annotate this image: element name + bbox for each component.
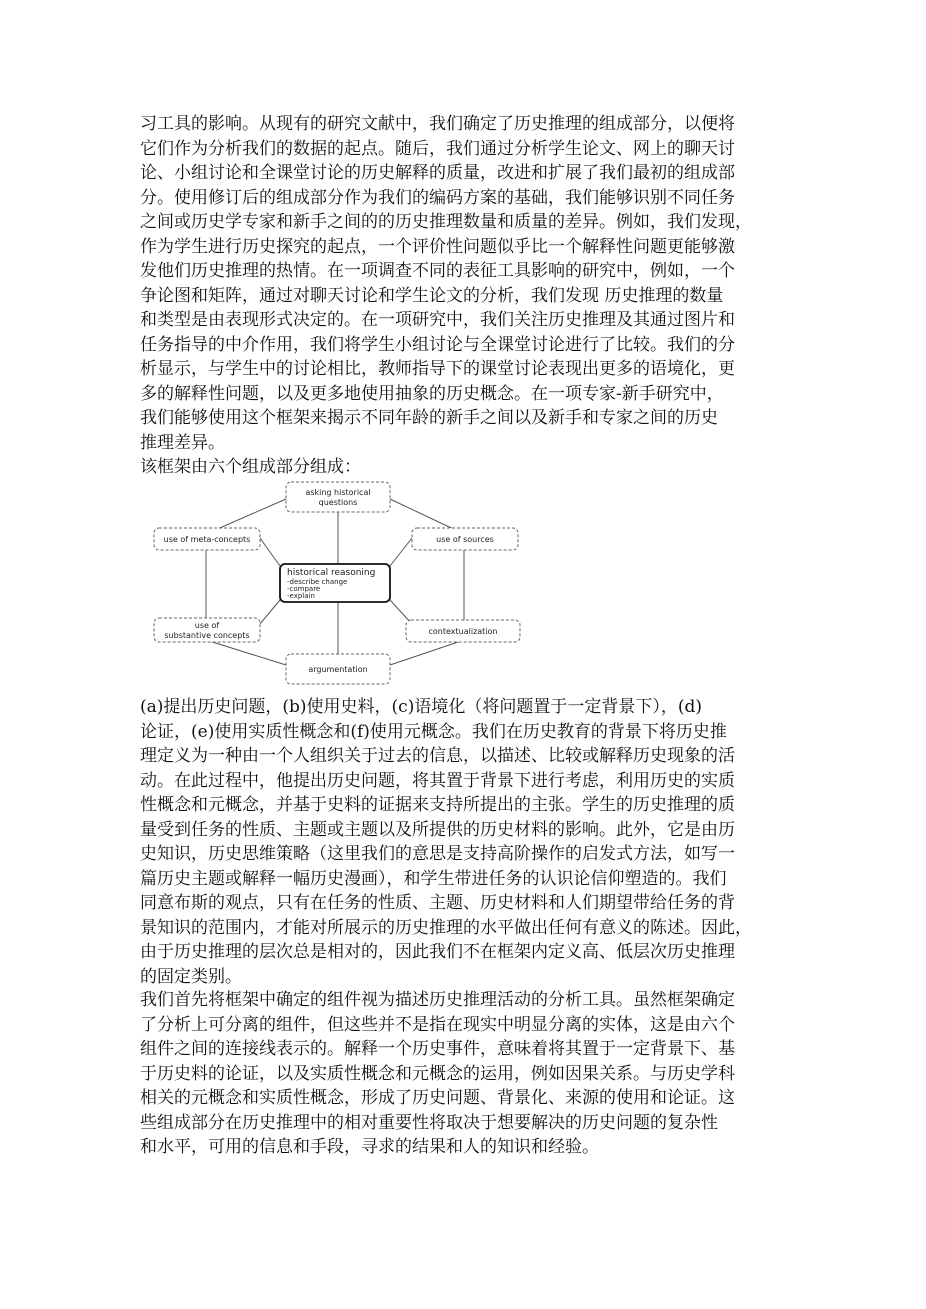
node-sources <box>412 528 518 550</box>
text-line: 景知识的范围内，才能对所展示的历史推理的水平做出任何有意义的陈述。因此， <box>140 917 752 938</box>
text-line: 于历史料的论证，以及实质性概念和元概念的运用，例如因果关系。与历史学科 <box>140 1063 735 1084</box>
node-label: use of meta-concepts <box>163 535 251 544</box>
node-label: asking historical <box>305 488 371 497</box>
text-line: 由于历史推理的层次总是相对的，因此我们不在框架内定义高、低层次历史推理 <box>140 942 735 962</box>
text-line: 的固定类别。 <box>140 966 242 987</box>
text-line: 理定义为一种由一个人组织关于过去的信息，以描述、比较或解释历史现象的活 <box>140 746 735 766</box>
center-title: historical reasoning <box>287 568 376 578</box>
node-contextualization <box>406 620 520 642</box>
text-line: 相关的元概念和实质性概念，形成了历史问题、背景化、来源的使用和论证。这 <box>140 1088 735 1108</box>
paragraph-definition <box>140 695 790 989</box>
node-asking-questions <box>286 482 390 512</box>
text-line: 发他们历史推理的热情。在一项调查不同的表征工具影响的研究中，例如，一个 <box>140 261 735 281</box>
text-line: 和类型是由表现形式决定的。在一项研究中，我们关注历史推理及其通过图片和 <box>140 310 735 330</box>
text-line: 之间或历史学专家和新手之间的的历史推理数量和质量的差异。例如，我们发现， <box>140 212 752 232</box>
text-line: 量受到任务的性质、主题或主题以及所提供的历史材料的影响。此外，它是由历 <box>140 819 735 840</box>
node-label: argumentation <box>308 665 368 674</box>
node-meta-concepts <box>154 528 260 550</box>
text-line: 篇历史主题或解释一幅历史漫画），和学生带进任务的认识论信仰塑造的。我们 <box>140 868 727 889</box>
text-line: (a)提出历史问题，(b)使用史料，(c)语境化（将问题置于一定背景下），(d) <box>140 697 702 717</box>
text-line: 争论图和矩阵，通过对聊天讨论和学生论文的分析，我们发现 历史推理的数量 <box>140 285 724 306</box>
node-label: substantive concepts <box>164 631 250 640</box>
text-line: 动。在此过程中，他提出历史问题，将其置于背景下进行考虑，利用历史的实质 <box>140 770 735 791</box>
text-line: 它们作为分析我们的数据的起点。随后，我们通过分析学生论文、网上的聊天讨 <box>140 138 735 159</box>
text-line: 论证，(e)使用实质性概念和(f)使用元概念。我们在历史教育的背景下将历史推 <box>140 721 727 742</box>
text-line: 同意布斯的观点，只有在任务的性质、主题、历史材料和人们期望带给任务的背 <box>140 893 735 913</box>
text-line: 了分析上可分离的组件，但这些并不是指在现实中明显分离的实体，这是由六个 <box>140 1014 735 1035</box>
paragraph-intro <box>140 112 790 455</box>
center-item: -compare <box>287 585 321 593</box>
text-line: 分。使用修订后的组成部分作为我们的编码方案的基础，我们能够识别不同任务 <box>140 187 735 208</box>
node-label: use of <box>194 621 220 630</box>
text-line: 论、小组讨论和全课堂讨论的历史解释的质量，改进和扩展了我们最初的组成部 <box>140 163 735 183</box>
node-label: use of sources <box>436 535 494 544</box>
text-line: 作为学生进行历史探究的起点，一个评价性问题似乎比一个解释性问题更能够激 <box>140 236 735 257</box>
text-line: 和水平，可用的信息和手段，寻求的结果和人的知识和经验。 <box>140 1137 599 1157</box>
node-argumentation <box>286 654 390 684</box>
paragraph-framework-intro <box>140 455 790 480</box>
text-line: 些组成部分在历史推理中的相对重要性将取决于想要解决的历史问题的复杂性 <box>140 1112 718 1133</box>
node-substantive-concepts <box>154 618 260 642</box>
text-line: 我们能够使用这个框架来揭示不同年龄的新手之间以及新手和专家之间的历史 <box>140 408 718 428</box>
paragraph-analysis-tool <box>140 988 790 1160</box>
node-historical-reasoning <box>280 564 390 602</box>
node-label: questions <box>318 498 358 507</box>
text-line: 性概念和元概念，并基于史料的证据来支持所提出的主张。学生的历史推理的质 <box>140 795 735 815</box>
node-label: contextualization <box>428 627 498 636</box>
text-line: 史知识，历史思维策略（这里我们的意思是支持高阶操作的启发式方法，如写一 <box>140 844 735 864</box>
text-line: 任务指导的中介作用，我们将学生小组讨论与全课堂讨论进行了比较。我们的分 <box>140 334 735 355</box>
text-line: 多的解释性问题，以及更多地使用抽象的历史概念。在一项专家-新手研究中， <box>140 383 724 404</box>
text-line: 组件之间的连接线表示的。解释一个历史事件，意味着将其置于一定背景下、基 <box>140 1039 735 1059</box>
text-line: 习工具的影响。从现有的研究文献中，我们确定了历史推理的组成部分，以便将 <box>140 114 735 134</box>
text-line: 推理差异。 <box>140 432 225 453</box>
text-line: 我们首先将框架中确定的组件视为描述历史推理活动的分析工具。虽然框架确定 <box>140 990 735 1010</box>
historical-reasoning-diagram <box>150 478 530 690</box>
text-line: 该框架由六个组成部分组成： <box>140 457 361 477</box>
center-item: -explain <box>287 592 315 600</box>
text-line: 析显示，与学生中的讨论相比，教师指导下的课堂讨论表现出更多的语境化，更 <box>140 359 735 379</box>
center-item: -describe change <box>287 578 348 586</box>
